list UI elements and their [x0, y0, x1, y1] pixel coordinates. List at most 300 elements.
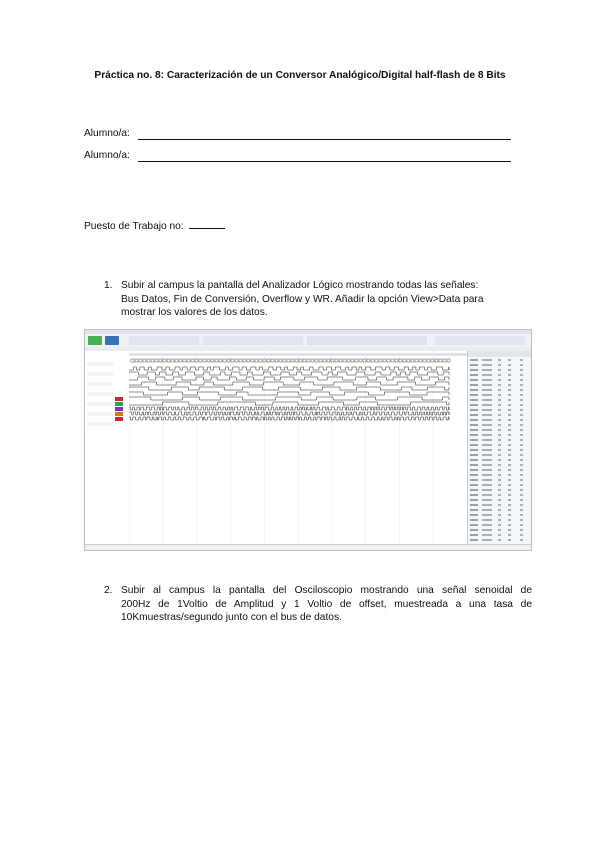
bus-cell: [375, 359, 378, 362]
logic-analyzer-screenshot: [84, 329, 532, 551]
student-label-1: Alumno/a:: [84, 128, 130, 139]
data-row-flag: [520, 464, 523, 466]
bus-cell: [151, 359, 154, 362]
bus-cell: [211, 359, 214, 362]
bus-cell: [175, 359, 178, 362]
data-row-value: [482, 409, 492, 411]
bus-cell: [183, 359, 186, 362]
data-row-value: [482, 524, 492, 526]
digital-trace: [129, 387, 449, 390]
digital-trace: [129, 372, 449, 375]
bus-cell: [315, 359, 318, 362]
data-row-flag: [508, 394, 511, 396]
data-row-value: [482, 539, 492, 541]
data-row-index: [470, 469, 478, 471]
bus-cell: [415, 359, 418, 362]
data-row-index: [470, 364, 478, 366]
data-row-flag: [520, 389, 523, 391]
signal-row: [87, 412, 113, 416]
data-row-index: [470, 524, 478, 526]
data-row-flag: [520, 534, 523, 536]
data-row-flag: [508, 459, 511, 461]
bus-cell: [343, 359, 346, 362]
bus-cell: [155, 359, 158, 362]
data-row-flag: [508, 539, 511, 541]
data-row-index: [470, 439, 478, 441]
data-row-flag: [498, 514, 501, 516]
bus-cell: [163, 359, 166, 362]
bus-cell: [207, 359, 210, 362]
data-row-flag: [498, 404, 501, 406]
data-row-index: [470, 414, 478, 416]
bus-cell: [331, 359, 334, 362]
bus-cell: [323, 359, 326, 362]
data-row-flag: [520, 494, 523, 496]
bus-cell: [371, 359, 374, 362]
bus-cell: [139, 359, 142, 362]
task-2-line-3: 10Kmuestras/segundo junto con el bus de datos.: [121, 612, 342, 623]
bus-cell: [279, 359, 282, 362]
data-row-flag: [498, 469, 501, 471]
data-row-flag: [508, 449, 511, 451]
bus-cell: [335, 359, 338, 362]
data-row-index: [470, 509, 478, 511]
data-row-flag: [520, 409, 523, 411]
data-row-value: [482, 459, 492, 461]
data-row-value: [482, 499, 492, 501]
bus-cell: [435, 359, 438, 362]
digital-trace: [129, 367, 449, 370]
digital-trace: [129, 377, 449, 380]
data-row-value: [482, 449, 492, 451]
data-row-index: [470, 384, 478, 386]
data-row-flag: [520, 479, 523, 481]
toolbar-group-4: [435, 336, 525, 345]
bus-cell: [131, 359, 134, 362]
data-row-flag: [498, 444, 501, 446]
bus-cell: [263, 359, 266, 362]
student-line-2: [138, 161, 511, 162]
data-row-value: [482, 384, 492, 386]
bus-cell: [199, 359, 202, 362]
data-row-value: [482, 424, 492, 426]
data-row-value: [482, 464, 492, 466]
data-row-index: [470, 494, 478, 496]
task-2-number: 2.: [104, 585, 113, 596]
data-row-flag: [520, 514, 523, 516]
data-row-flag: [498, 414, 501, 416]
data-row-flag: [520, 434, 523, 436]
data-row-value: [482, 389, 492, 391]
student-field-2: [84, 150, 130, 161]
data-row-flag: [520, 474, 523, 476]
data-row-flag: [498, 429, 501, 431]
data-row-flag: [498, 389, 501, 391]
data-row-flag: [508, 514, 511, 516]
data-row-flag: [498, 464, 501, 466]
data-row-index: [470, 379, 478, 381]
data-row-index: [470, 449, 478, 451]
student-field-1: [84, 128, 130, 139]
data-row-flag: [498, 384, 501, 386]
signal-row: [87, 392, 113, 396]
data-row-flag: [498, 474, 501, 476]
data-row-flag: [520, 454, 523, 456]
data-row-flag: [508, 464, 511, 466]
bus-cell: [287, 359, 290, 362]
signal-row: [87, 372, 113, 376]
data-row-flag: [520, 499, 523, 501]
data-row-value: [482, 359, 492, 361]
waveform-svg: [129, 351, 467, 544]
digital-trace: [129, 402, 449, 405]
bus-cell: [275, 359, 278, 362]
toolbar-group-2: [203, 336, 303, 345]
data-row-flag: [520, 504, 523, 506]
data-row-flag: [498, 539, 501, 541]
data-row-flag: [508, 369, 511, 371]
data-row-value: [482, 494, 492, 496]
data-row-value: [482, 404, 492, 406]
data-row-value: [482, 439, 492, 441]
bus-cell: [359, 359, 362, 362]
data-row-flag: [498, 489, 501, 491]
signal-list-svg: [85, 351, 129, 544]
data-row-value: [482, 529, 492, 531]
data-row-flag: [498, 519, 501, 521]
data-row-flag: [508, 499, 511, 501]
data-row-flag: [508, 504, 511, 506]
bus-cell: [159, 359, 162, 362]
bus-cell: [347, 359, 350, 362]
data-row-flag: [508, 484, 511, 486]
data-row-index: [470, 539, 478, 541]
data-row-flag: [498, 359, 501, 361]
bus-cell: [303, 359, 306, 362]
workstation-blank: [189, 218, 225, 229]
data-row-value: [482, 514, 492, 516]
data-row-flag: [498, 449, 501, 451]
waveform-panel: [129, 351, 467, 544]
data-row-flag: [520, 404, 523, 406]
data-row-value: [482, 364, 492, 366]
data-row-value: [482, 399, 492, 401]
data-row-flag: [520, 399, 523, 401]
student-line-1: [138, 139, 511, 140]
data-row-index: [470, 454, 478, 456]
workstation-field: [84, 218, 225, 232]
task-2-line-2: 200Hz de 1Voltio de Amplitud y 1 Voltio de offset, muestreada a una tasa de: [121, 598, 532, 610]
data-row-flag: [508, 384, 511, 386]
data-row-index: [470, 359, 478, 361]
task-1-line-3: mostrar los valores de los datos.: [121, 307, 268, 318]
data-row-flag: [520, 529, 523, 531]
signal-color-swatch: [115, 407, 123, 411]
screenshot-statusbar: [85, 544, 531, 551]
data-row-index: [470, 499, 478, 501]
data-row-flag: [520, 429, 523, 431]
signal-row: [87, 377, 113, 381]
data-row-flag: [520, 449, 523, 451]
signal-color-swatch: [115, 397, 123, 401]
data-row-index: [470, 389, 478, 391]
signal-row: [87, 397, 113, 401]
data-row-value: [482, 369, 492, 371]
data-row-index: [470, 374, 478, 376]
data-row-index: [470, 534, 478, 536]
bus-cell: [299, 359, 302, 362]
data-row-value: [482, 509, 492, 511]
workstation-label: Puesto de Trabajo no:: [84, 221, 184, 232]
data-row-flag: [498, 479, 501, 481]
data-row-flag: [508, 534, 511, 536]
data-row-value: [482, 394, 492, 396]
data-row-flag: [498, 484, 501, 486]
digital-trace: [129, 397, 449, 400]
data-row-flag: [520, 524, 523, 526]
data-row-index: [470, 404, 478, 406]
data-row-index: [470, 484, 478, 486]
data-row-flag: [520, 369, 523, 371]
data-row-flag: [508, 374, 511, 376]
bus-cell: [295, 359, 298, 362]
signal-row: [87, 382, 113, 386]
bus-cell: [267, 359, 270, 362]
data-row-value: [482, 414, 492, 416]
data-row-index: [470, 429, 478, 431]
data-table-svg: [468, 351, 532, 544]
data-row-value: [482, 479, 492, 481]
bus-cell: [215, 359, 218, 362]
bus-cell: [391, 359, 394, 362]
bus-cell: [387, 359, 390, 362]
data-row-flag: [498, 439, 501, 441]
signal-row: [87, 407, 113, 411]
data-row-flag: [498, 459, 501, 461]
data-row-flag: [520, 444, 523, 446]
data-row-index: [470, 514, 478, 516]
data-row-index: [470, 519, 478, 521]
data-row-index: [470, 419, 478, 421]
data-row-flag: [520, 394, 523, 396]
digital-trace: [129, 412, 449, 415]
data-row-value: [482, 434, 492, 436]
data-table-header: [468, 351, 532, 357]
data-row-index: [470, 399, 478, 401]
bus-cell: [291, 359, 294, 362]
data-row-index: [470, 489, 478, 491]
bus-cell: [147, 359, 150, 362]
data-row-index: [470, 444, 478, 446]
data-row-flag: [508, 509, 511, 511]
data-row-flag: [498, 419, 501, 421]
data-row-value: [482, 484, 492, 486]
data-row-flag: [498, 424, 501, 426]
bus-cell: [367, 359, 370, 362]
data-row-flag: [498, 454, 501, 456]
data-row-flag: [498, 529, 501, 531]
bus-cell: [383, 359, 386, 362]
bus-cell: [283, 359, 286, 362]
data-row-value: [482, 454, 492, 456]
data-row-index: [470, 409, 478, 411]
bus-cell: [419, 359, 422, 362]
data-row-flag: [508, 474, 511, 476]
signal-row: [87, 357, 113, 361]
data-row-flag: [520, 384, 523, 386]
data-row-flag: [520, 374, 523, 376]
bus-cell: [235, 359, 238, 362]
data-row-flag: [498, 534, 501, 536]
task-1-number: 1.: [104, 280, 113, 291]
digital-trace: [129, 407, 449, 410]
data-row-index: [470, 479, 478, 481]
signal-row: [87, 402, 113, 406]
data-row-index: [470, 459, 478, 461]
data-row-flag: [508, 389, 511, 391]
data-row-flag: [498, 379, 501, 381]
data-row-value: [482, 419, 492, 421]
data-row-flag: [498, 364, 501, 366]
signal-row: [87, 362, 113, 366]
data-row-flag: [498, 374, 501, 376]
data-row-flag: [508, 454, 511, 456]
data-row-index: [470, 434, 478, 436]
bus-cell: [271, 359, 274, 362]
data-row-flag: [508, 434, 511, 436]
data-row-value: [482, 444, 492, 446]
bus-cell: [231, 359, 234, 362]
data-row-index: [470, 424, 478, 426]
bus-cell: [167, 359, 170, 362]
data-row-flag: [508, 424, 511, 426]
bus-cell: [439, 359, 442, 362]
data-row-index: [470, 529, 478, 531]
signal-row: [87, 417, 113, 421]
data-row-value: [482, 474, 492, 476]
data-row-flag: [520, 359, 523, 361]
data-row-flag: [498, 394, 501, 396]
screenshot-toolbar: [85, 334, 531, 348]
student-label-2: Alumno/a:: [84, 150, 130, 161]
data-row-flag: [520, 419, 523, 421]
bus-cell: [255, 359, 258, 362]
bus-cell: [411, 359, 414, 362]
bus-cell: [187, 359, 190, 362]
data-row-flag: [508, 489, 511, 491]
data-row-flag: [520, 519, 523, 521]
digital-trace: [129, 417, 449, 420]
data-row-flag: [508, 364, 511, 366]
data-row-flag: [508, 404, 511, 406]
bus-cell: [179, 359, 182, 362]
bus-cell: [171, 359, 174, 362]
data-row-flag: [508, 524, 511, 526]
bus-cell: [431, 359, 434, 362]
data-row-flag: [520, 439, 523, 441]
bus-cell: [203, 359, 206, 362]
signal-color-swatch: [115, 412, 123, 416]
signal-row: [87, 422, 113, 426]
data-row-value: [482, 379, 492, 381]
data-row-value: [482, 534, 492, 536]
data-row-flag: [498, 504, 501, 506]
bus-cell: [135, 359, 138, 362]
data-row-value: [482, 374, 492, 376]
data-row-flag: [498, 494, 501, 496]
data-row-value: [482, 519, 492, 521]
data-row-flag: [520, 364, 523, 366]
data-row-flag: [508, 419, 511, 421]
data-row-flag: [508, 519, 511, 521]
bus-cell: [259, 359, 262, 362]
bus-cell: [227, 359, 230, 362]
signal-list-panel: [85, 351, 130, 544]
data-row-flag: [498, 409, 501, 411]
data-row-index: [470, 464, 478, 466]
bus-cell: [339, 359, 342, 362]
bus-cell: [243, 359, 246, 362]
data-row-flag: [508, 494, 511, 496]
data-table-panel: [467, 351, 532, 544]
bus-cell: [447, 359, 450, 362]
digital-trace: [129, 392, 449, 395]
data-row-flag: [508, 469, 511, 471]
data-row-flag: [508, 359, 511, 361]
bus-cell: [307, 359, 310, 362]
data-row-flag: [498, 524, 501, 526]
bus-cell: [351, 359, 354, 362]
data-row-flag: [508, 399, 511, 401]
bus-cell: [403, 359, 406, 362]
data-row-flag: [520, 379, 523, 381]
data-row-flag: [498, 499, 501, 501]
bus-cell: [251, 359, 254, 362]
signal-color-swatch: [115, 402, 123, 406]
data-row-value: [482, 489, 492, 491]
time-ruler: [129, 353, 467, 356]
signal-row: [87, 367, 113, 371]
bus-cell: [191, 359, 194, 362]
bus-cell: [247, 359, 250, 362]
digital-trace: [129, 382, 449, 385]
data-row-flag: [508, 479, 511, 481]
data-row-flag: [498, 399, 501, 401]
data-row-flag: [520, 459, 523, 461]
bus-cell: [355, 359, 358, 362]
signal-color-swatch: [115, 417, 123, 421]
data-row-flag: [498, 509, 501, 511]
bus-cell: [219, 359, 222, 362]
task-2-line-1: Subir al campus la pantalla del Osciloscopio mostrando una señal senoidal de: [121, 585, 532, 596]
bus-cell: [311, 359, 314, 362]
page-title: Práctica no. 8: Caracterización de un Conversor Analógico/Digital half-flash de 8 Bits: [94, 70, 506, 81]
toolbar-group-1: [129, 336, 199, 345]
data-row-flag: [520, 424, 523, 426]
task-1-line-2: Bus Datos, Fin de Conversión, Overflow y WR. Añadir la opción View>Data para: [121, 293, 484, 305]
bus-cell: [379, 359, 382, 362]
data-row-index: [470, 474, 478, 476]
data-row-index: [470, 369, 478, 371]
bus-cell: [407, 359, 410, 362]
signal-row: [87, 387, 113, 391]
bus-cell: [239, 359, 242, 362]
stop-icon: [105, 336, 119, 345]
data-row-flag: [508, 414, 511, 416]
bus-cell: [423, 359, 426, 362]
data-row-flag: [520, 509, 523, 511]
task-1-line-1: Subir al campus la pantalla del Analizador Lógico mostrando todas las señales:: [121, 280, 479, 291]
